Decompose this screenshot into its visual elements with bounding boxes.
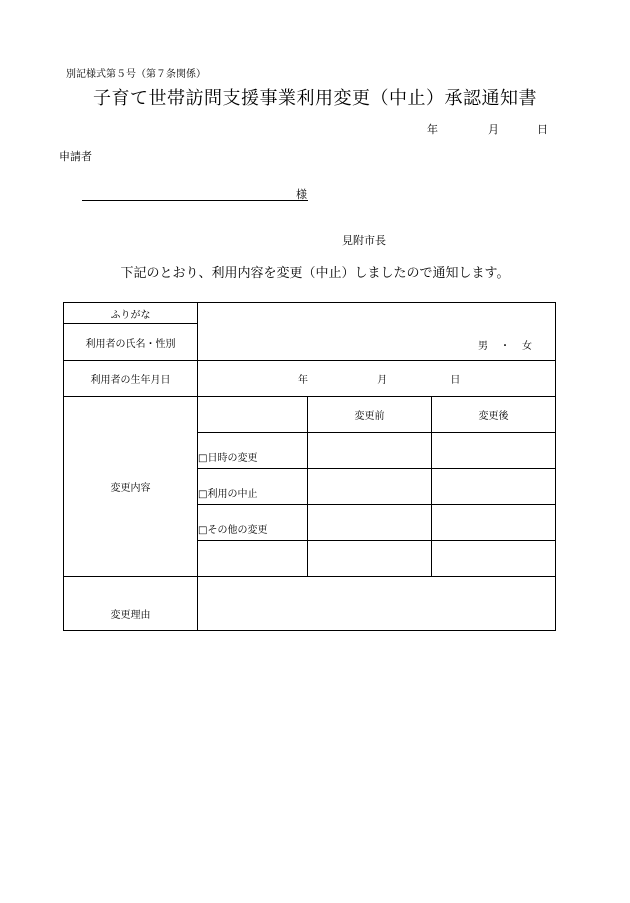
birthdate-label: 利用者の生年月日 (64, 361, 198, 397)
form-table (63, 302, 556, 631)
reason-label: 変更理由 (64, 577, 198, 631)
birthdate-day: 日 (450, 375, 461, 386)
before-cell[interactable] (308, 433, 432, 469)
document-title: 子育て世帯訪問支援事業利用変更（中止）承認通知書 (93, 88, 537, 109)
birthdate-year: 年 (298, 375, 308, 386)
sex-options[interactable]: 男 ・ 女 (478, 341, 534, 352)
applicant-label: 申請者 (59, 150, 92, 163)
birthdate-field[interactable] (198, 361, 556, 397)
before-cell[interactable] (308, 541, 432, 577)
change-content-label: 変更内容 (64, 397, 198, 577)
form-number: 別記様式第５号（第７条関係） (66, 69, 206, 80)
applicant-name-line (82, 200, 308, 201)
change-item-cancel-checkbox[interactable]: □利用の中止 (198, 469, 308, 505)
before-cell[interactable] (308, 469, 432, 505)
after-cell[interactable] (432, 469, 556, 505)
change-item-header-cell (198, 397, 308, 433)
furigana-label: ふりがな (64, 303, 198, 324)
before-header: 変更前 (308, 397, 432, 433)
date-month-label: 月 (488, 123, 499, 136)
name-field[interactable] (198, 303, 556, 361)
reason-field[interactable] (198, 577, 556, 631)
after-cell[interactable] (432, 505, 556, 541)
date-day-label: 日 (537, 123, 548, 136)
change-item-blank[interactable] (198, 541, 308, 577)
before-cell[interactable] (308, 505, 432, 541)
change-item-other-checkbox[interactable]: □その他の変更 (198, 505, 308, 541)
notice-statement: 下記のとおり、利用内容を変更（中止）しましたので通知します。 (120, 266, 510, 281)
change-item-datetime-checkbox[interactable]: □日時の変更 (198, 433, 308, 469)
change-header-row (64, 397, 556, 433)
after-header: 変更後 (432, 397, 556, 433)
birthdate-row (64, 361, 556, 397)
after-cell[interactable] (432, 433, 556, 469)
after-cell[interactable] (432, 541, 556, 577)
name-sex-label: 利用者の氏名・性別 (64, 324, 198, 361)
furigana-row (64, 303, 556, 324)
reason-row (64, 577, 556, 631)
applicant-honorific: 様 (296, 188, 307, 201)
birthdate-month: 月 (377, 375, 388, 386)
issuer: 見附市長 (342, 234, 386, 247)
date-year-label: 年 (427, 123, 438, 136)
